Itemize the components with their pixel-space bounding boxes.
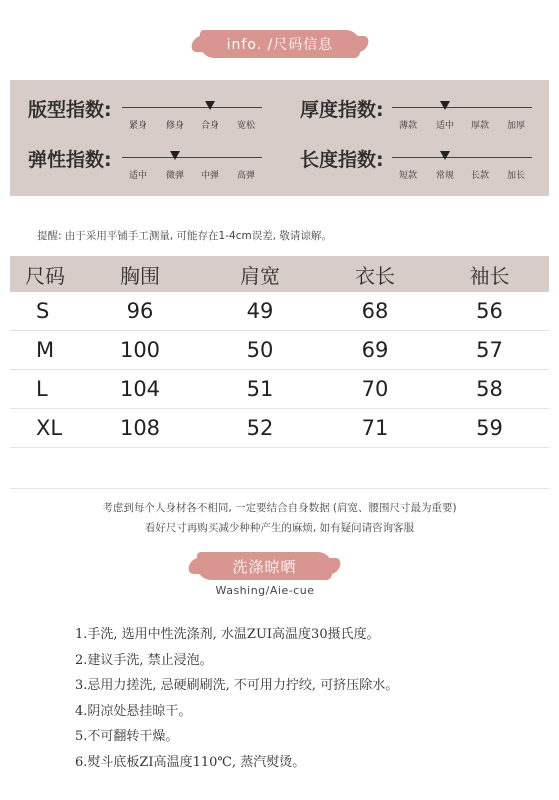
table-cell: 52 <box>200 409 320 448</box>
scale-tick-label: 适中 <box>128 171 148 181</box>
scale-tick-label: 常规 <box>435 171 455 181</box>
scale-line <box>122 107 262 108</box>
care-instructions <box>75 626 398 780</box>
scale-tick-label: 长款 <box>470 171 490 181</box>
table-cell: XL <box>10 409 80 448</box>
table-cell: 71 <box>320 409 430 448</box>
table-cell: L <box>10 370 80 409</box>
scale-tick-label: 加长 <box>506 171 526 181</box>
header-length: 衣长 <box>320 256 430 292</box>
scale-tick-label: 加厚 <box>506 121 526 131</box>
scale-tick-label: 合身 <box>200 121 220 131</box>
selected-marker-icon <box>440 101 450 110</box>
table-cell: 51 <box>200 370 320 409</box>
table-header-row <box>10 256 549 292</box>
index-panel <box>10 80 549 196</box>
table-cell: 108 <box>80 409 200 448</box>
scale-tick-label: 中弹 <box>200 171 220 181</box>
table-cell: 70 <box>320 370 430 409</box>
header-size: 尺码 <box>10 256 80 292</box>
table-cell: 69 <box>320 331 430 370</box>
washing-banner: 洗涤晾晒 <box>197 552 332 580</box>
header-shoulder: 肩宽 <box>200 256 320 292</box>
size-table <box>10 256 549 448</box>
length-index-label: 长度指数: <box>300 149 384 171</box>
table-cell: 49 <box>200 292 320 331</box>
table-cell: 104 <box>80 370 200 409</box>
table-row <box>10 409 549 448</box>
scale-tick-label: 高弹 <box>236 171 256 181</box>
scale-tick-label: 微弹 <box>165 171 185 181</box>
service-tip: 看好尺寸再购买减少种种产生的麻烦, 如有疑问请咨询客服 <box>144 522 415 534</box>
size-info-banner: info. /尺码信息 <box>200 30 360 58</box>
table-row <box>10 370 549 409</box>
selected-marker-icon <box>170 151 180 160</box>
table-row <box>10 331 549 370</box>
elasticity-index-label: 弹性指数: <box>28 149 112 171</box>
table-cell: 59 <box>430 409 549 448</box>
scale-line <box>392 107 532 108</box>
scale-tick-label: 适中 <box>435 121 455 131</box>
list-item: 1.手洗, 选用中性洗涤剂, 水温ZUI高温度30摄氏度。 <box>75 627 380 642</box>
list-item: 4.阴凉处悬挂晾干。 <box>75 703 192 719</box>
header-chest: 胸围 <box>80 256 200 292</box>
scale-line <box>392 157 532 158</box>
table-cell: 58 <box>430 370 549 409</box>
scale-line <box>122 157 262 158</box>
table-cell: 100 <box>80 331 200 370</box>
selected-marker-icon <box>440 151 450 160</box>
table-cell: 96 <box>80 292 200 331</box>
table-cell: M <box>10 331 80 370</box>
list-item: 3.忌用力搓洗, 忌硬刷刷洗, 不可用力拧绞, 可挤压除水。 <box>75 678 399 694</box>
scale-tick-label: 薄款 <box>398 121 418 131</box>
washing-subtitle: Washing/Aie-cue <box>215 584 315 597</box>
selected-marker-icon <box>205 101 215 110</box>
table-cell: 56 <box>430 292 549 331</box>
table-row <box>10 292 549 331</box>
fit-tip: 考虑到每个人身材各不相同, 一定要结合自身数据 (肩宽、腰围尺寸最为重要) <box>102 502 457 514</box>
list-item: 5.不可翻转干燥。 <box>75 729 179 745</box>
table-cell: S <box>10 292 80 331</box>
table-cell: 50 <box>200 331 320 370</box>
header-sleeve: 袖长 <box>430 256 549 292</box>
list-item: 2.建议手洗, 禁止浸泡。 <box>75 652 213 668</box>
list-item: 6.熨斗底板ZI高温度110℃, 蒸汽熨烫。 <box>75 754 306 770</box>
scale-tick-label: 短款 <box>398 171 418 181</box>
table-cell: 57 <box>430 331 549 370</box>
thickness-index-label: 厚度指数: <box>300 99 384 121</box>
scale-tick-label: 紧身 <box>128 121 148 131</box>
scale-tick-label: 厚款 <box>470 121 490 131</box>
table-cell: 68 <box>320 292 430 331</box>
fit-index-label: 版型指数: <box>28 99 112 121</box>
measurement-note: 提醒: 由于采用平铺手工测量, 可能存在1-4cm误差, 敬请谅解。 <box>37 230 332 242</box>
divider <box>10 488 549 489</box>
scale-tick-label: 修身 <box>165 121 185 131</box>
scale-tick-label: 宽松 <box>236 121 256 131</box>
